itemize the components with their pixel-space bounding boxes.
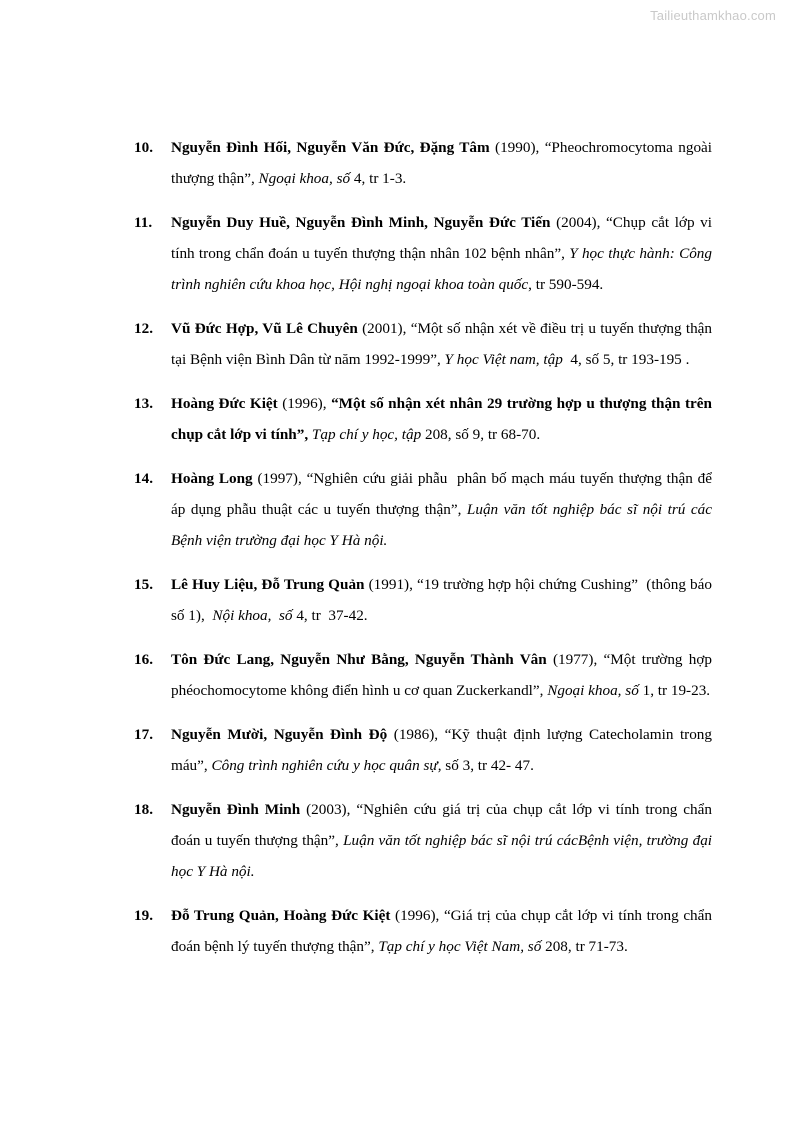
reference-pages: 4, tr 37-42. (292, 607, 368, 624)
reference-text (171, 132, 716, 194)
reference-year: (1977), (546, 651, 604, 668)
reference-pages: , số 3, tr 42- 47. (437, 757, 534, 774)
reference-source: Nội khoa, số (212, 607, 293, 624)
reference-text (171, 569, 716, 631)
reference-text (171, 644, 716, 706)
reference-number: 13. (134, 395, 153, 412)
reference-source: Y học thực hành: Công trình nghiên cứu khoa học, Hội nghị ngoại khoa toàn quốc (171, 245, 716, 293)
reference-authors: Hoàng Long (171, 470, 253, 487)
reference-year: (1996), (277, 395, 332, 412)
reference-year: (1991), (364, 576, 418, 593)
reference-text (171, 719, 716, 781)
reference-title: “Pheochromocytoma ngoài thượng thận”, (171, 139, 716, 187)
reference-pages: 4, tr 1-3. (350, 170, 407, 187)
reference-entry (134, 794, 716, 887)
reference-source: Y học Việt nam, tập (444, 351, 563, 368)
reference-source: Công trình nghiên cứu y học quân sự (211, 757, 438, 774)
reference-number: 11. (134, 214, 153, 231)
reference-authors: Nguyễn Mười, Nguyễn Đình Độ (171, 726, 388, 743)
reference-year: (1996), (390, 907, 444, 924)
reference-entry (134, 388, 716, 450)
reference-number: 12. (134, 320, 153, 337)
reference-pages: 4, số 5, tr 193-195 . (562, 351, 690, 368)
reference-source: Tạp chí y học, tập (311, 426, 422, 443)
reference-entry (134, 644, 716, 706)
watermark-text: Tailieuthamkhao.com (650, 8, 776, 23)
reference-number: 19. (134, 907, 153, 924)
reference-number: 18. (134, 801, 153, 818)
reference-title: “Nghiên cứu giải phẫu phân bố mạch máu tuyến thượng thận để áp dụng phẫu thuật các u tuyến thượng thận”, (171, 470, 716, 518)
reference-title: “Chụp cắt lớp vi tính trong chẩn đoán u tuyến thượng thận nhân 102 bệnh nhân”, (171, 214, 716, 262)
reference-source: Luận văn tốt nghiệp bác sĩ nội trú cácBệnh viện, trường đại học Y Hà nội. (171, 832, 716, 880)
reference-title: “Giá trị của chụp cắt lớp vi tính trong chẩn đoán bệnh lý tuyến thượng thận”, (171, 907, 716, 955)
reference-text (171, 900, 716, 962)
reference-title: “19 trường hợp hội chứng Cushing” (thông báo số 1), (171, 576, 716, 624)
reference-entry (134, 313, 716, 375)
reference-number: 10. (134, 139, 153, 156)
reference-source: Ngoại khoa, số (258, 170, 351, 187)
reference-authors: Lê Huy Liệu, Đỗ Trung Quản (171, 576, 365, 593)
reference-pages: 208, tr 71-73. (541, 938, 628, 955)
reference-pages: 208, số 9, tr 68-70. (421, 426, 541, 443)
reference-authors: Nguyễn Đình Hối, Nguyễn Văn Đức, Đặng Tâm (171, 139, 490, 156)
reference-text (171, 207, 716, 300)
reference-year: (1990), (489, 139, 545, 156)
reference-year: (1986), (387, 726, 445, 743)
reference-authors: Đỗ Trung Quản, Hoàng Đức Kiệt (171, 907, 391, 924)
reference-number: 15. (134, 576, 153, 593)
reference-year: (2003), (300, 801, 357, 818)
reference-title: “Nghiên cứu giá trị của chụp cắt lớp vi tính trong chẩn đoán u tuyến thượng thận”, (171, 801, 716, 849)
reference-list (134, 132, 716, 962)
reference-title: “Một số nhận xét về điều trị u tuyến thượng thận tại Bệnh viện Bình Dân từ năm 1992-1999”, (171, 320, 716, 368)
reference-authors: Tôn Đức Lang, Nguyễn Như Bằng, Nguyễn Thành Vân (171, 651, 547, 668)
reference-number: 14. (134, 470, 153, 487)
reference-authors: Vũ Đức Hợp, Vũ Lê Chuyên (171, 320, 358, 337)
reference-text (171, 463, 716, 556)
reference-authors: Hoàng Đức Kiệt (171, 395, 278, 412)
reference-year: (1997), (252, 470, 307, 487)
reference-number: 17. (134, 726, 153, 743)
reference-number: 16. (134, 651, 153, 668)
reference-pages: , tr 590-594. (528, 276, 604, 293)
reference-source: Ngoại khoa, số (547, 682, 639, 699)
reference-title: “Một trường hợp phéochomocytome không điển hình u cơ quan Zuckerkandl”, (171, 651, 716, 699)
reference-text (171, 313, 716, 375)
reference-entry (134, 207, 716, 300)
reference-entry (134, 719, 716, 781)
reference-pages: 1, tr 19-23. (638, 682, 711, 699)
reference-year: (2004), (550, 214, 607, 231)
reference-source: Luận văn tốt nghiệp bác sĩ nội trú các Bệnh viện trường đại học Y Hà nội. (171, 501, 716, 549)
reference-source: Tạp chí y học Việt Nam, số (378, 938, 542, 955)
reference-entry (134, 569, 716, 631)
reference-title: “Kỹ thuật định lượng Catecholamin trong máu”, (171, 726, 716, 774)
reference-text (171, 794, 716, 887)
reference-authors: Nguyễn Đình Minh (171, 801, 301, 818)
reference-entry (134, 132, 716, 194)
reference-entry (134, 900, 716, 962)
reference-year: (2001), (357, 320, 411, 337)
reference-entry (134, 463, 716, 556)
reference-title: “Một số nhận xét nhân 29 trường hợp u thượng thận trên chụp cắt lớp vi tính”, (171, 395, 716, 443)
reference-text (171, 388, 716, 450)
reference-authors: Nguyễn Duy Huề, Nguyễn Đình Minh, Nguyễn Đức Tiến (171, 214, 551, 231)
